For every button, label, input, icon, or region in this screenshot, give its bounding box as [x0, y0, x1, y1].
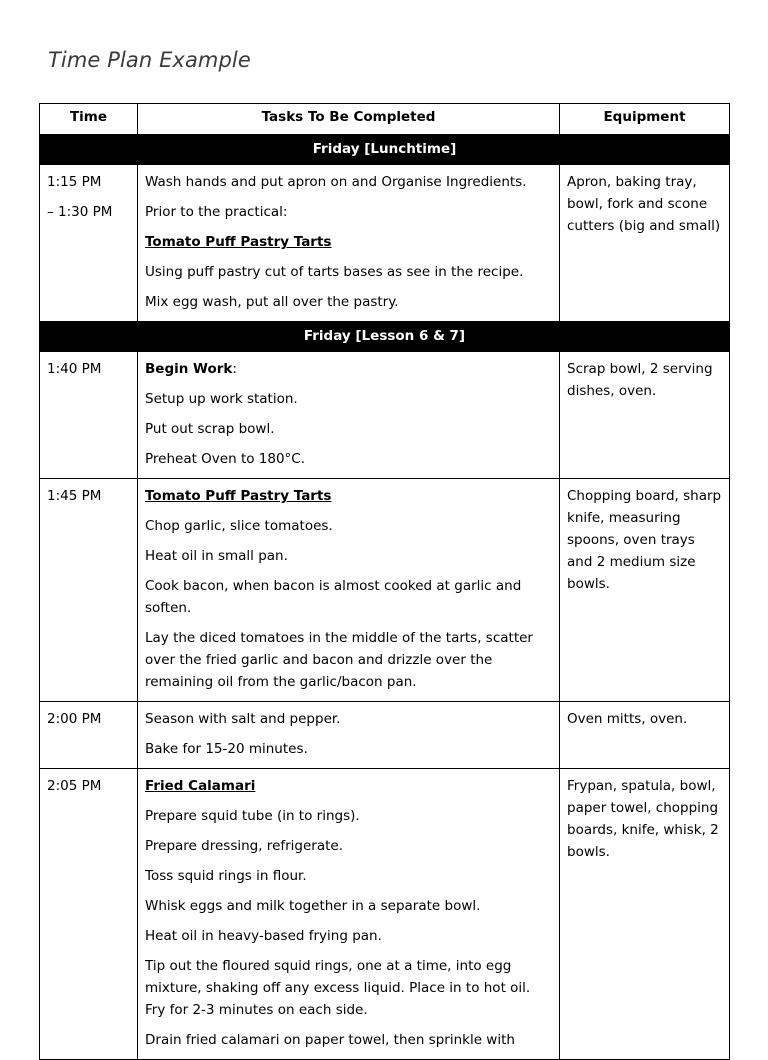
- task-text: Prepare dressing, refrigerate.: [145, 838, 344, 854]
- task-text: Preheat Oven to 180°C.: [145, 451, 306, 467]
- recipe-heading: Fried Calamari: [145, 778, 256, 794]
- equipment-cell: Chopping board, sharp knife, measuring spoons, oven trays and 2 medium size bowls.: [560, 479, 730, 702]
- document-title: Time Plan Example: [48, 48, 251, 72]
- time-text: 2:05 PM: [47, 778, 102, 794]
- table-row: [40, 352, 730, 479]
- table-header-row: [40, 104, 730, 135]
- task-text: Tip out the floured squid rings, one at a time, into egg mixture, shaking off any excess liquid. Place in to hot oil. Fry for 2-3 minutes on each side.: [145, 958, 531, 1018]
- time-cell: [40, 165, 138, 322]
- tasks-cell: [138, 479, 560, 702]
- task-heading: Begin Work: [145, 361, 233, 377]
- task-text: Setup up work station.: [145, 391, 298, 407]
- header-equipment: Equipment: [560, 104, 730, 135]
- section-row-lunchtime: [40, 135, 730, 165]
- equipment-cell: Oven mitts, oven.: [560, 702, 730, 769]
- section-label: Friday [Lunchtime]: [40, 135, 730, 165]
- time-cell: [40, 479, 138, 702]
- task-text: Put out scrap bowl.: [145, 421, 275, 437]
- time-cell: [40, 769, 138, 1060]
- task-text: Using puff pastry cut of tarts bases as see in the recipe.: [145, 264, 524, 280]
- header-time: Time: [40, 104, 138, 135]
- tasks-cell: [138, 769, 560, 1060]
- task-text: Prepare squid tube (in to rings).: [145, 808, 360, 824]
- time-text: – 1:30 PM: [47, 204, 113, 220]
- time-cell: [40, 702, 138, 769]
- task-heading-colon: :: [232, 361, 237, 377]
- equipment-cell: Scrap bowl, 2 serving dishes, oven.: [560, 352, 730, 479]
- recipe-heading: Tomato Puff Pastry Tarts: [145, 234, 332, 250]
- section-row-lesson: [40, 322, 730, 352]
- table-row: [40, 165, 730, 322]
- table-row: [40, 479, 730, 702]
- equipment-cell: Frypan, spatula, bowl, paper towel, chopping boards, knife, whisk, 2 bowls.: [560, 769, 730, 1060]
- tasks-cell: [138, 702, 560, 769]
- task-text: Whisk eggs and milk together in a separate bowl.: [145, 898, 481, 914]
- task-text: Mix egg wash, put all over the pastry.: [145, 294, 399, 310]
- task-text: Toss squid rings in flour.: [145, 868, 307, 884]
- task-text: Prior to the practical:: [145, 204, 288, 220]
- task-text: Drain fried calamari on paper towel, then sprinkle with: [145, 1032, 515, 1048]
- task-text: Season with salt and pepper.: [145, 711, 341, 727]
- task-text: Heat oil in heavy-based frying pan.: [145, 928, 382, 944]
- tasks-cell: [138, 352, 560, 479]
- table-row: [40, 769, 730, 1060]
- time-cell: [40, 352, 138, 479]
- time-text: 2:00 PM: [47, 711, 102, 727]
- header-tasks: Tasks To Be Completed: [138, 104, 560, 135]
- tasks-cell: [138, 165, 560, 322]
- section-label: Friday [Lesson 6 & 7]: [40, 322, 730, 352]
- task-text: Wash hands and put apron on and Organise Ingredients.: [145, 174, 527, 190]
- task-text: Bake for 15-20 minutes.: [145, 741, 308, 757]
- table-row: [40, 702, 730, 769]
- time-text: 1:45 PM: [47, 488, 102, 504]
- time-text: 1:15 PM: [47, 174, 102, 190]
- time-text: 1:40 PM: [47, 361, 102, 377]
- task-text: Lay the diced tomatoes in the middle of the tarts, scatter over the fried garlic and bacon and drizzle over the remaining oil from the garlic/bacon pan.: [145, 630, 533, 690]
- equipment-cell: Apron, baking tray, bowl, fork and scone cutters (big and small): [560, 165, 730, 322]
- recipe-heading: Tomato Puff Pastry Tarts: [145, 488, 332, 504]
- task-text: Heat oil in small pan.: [145, 548, 288, 564]
- time-plan-table: [39, 103, 730, 1060]
- task-text: Cook bacon, when bacon is almost cooked at garlic and soften.: [145, 578, 522, 616]
- task-text: Chop garlic, slice tomatoes.: [145, 518, 333, 534]
